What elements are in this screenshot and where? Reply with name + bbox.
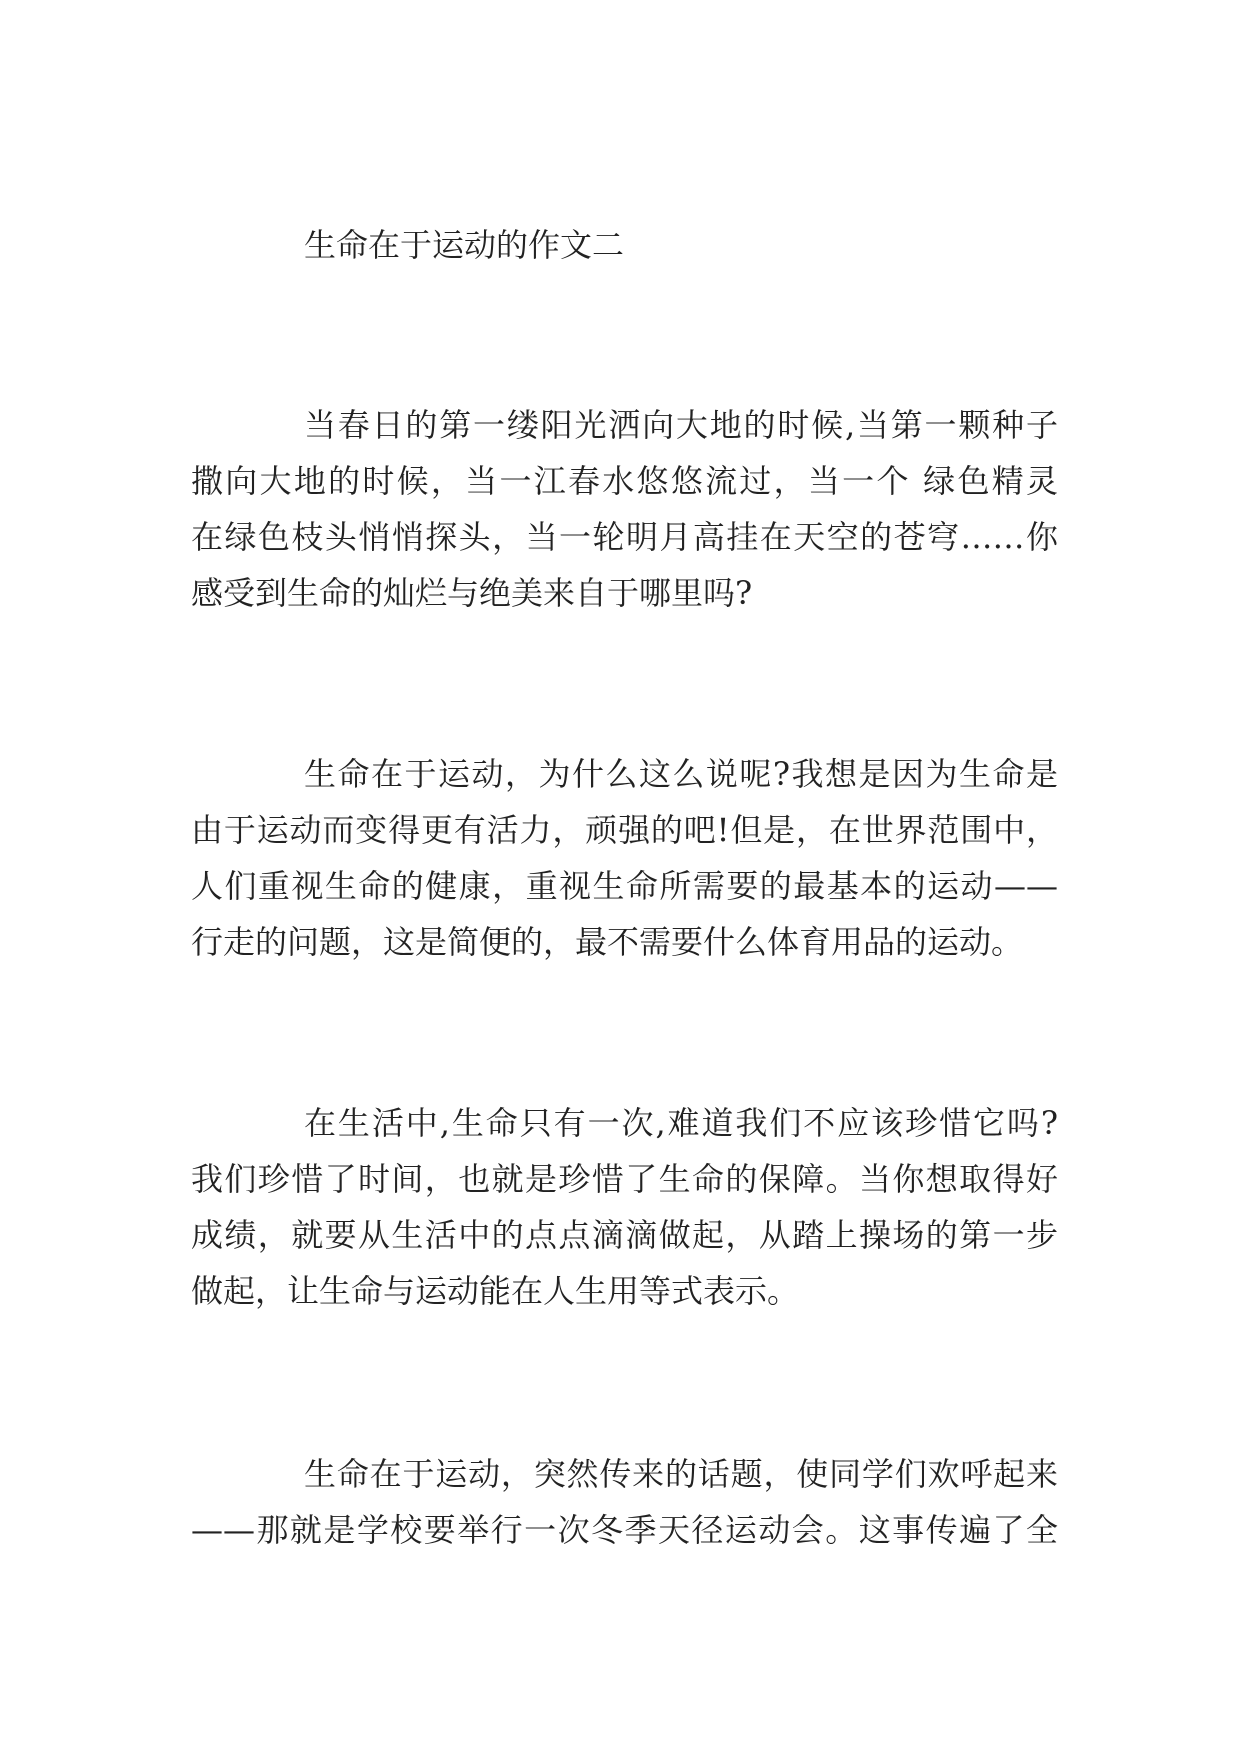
paragraph-4	[191, 1446, 1058, 1558]
paragraph-3	[191, 1095, 1058, 1319]
paragraph-line: 成绩，就要从生活中的点点滴滴做起，从踏上操场的第一步	[191, 1216, 1058, 1254]
paragraph-line: 在生活中,生命只有一次,难道我们不应该珍惜它吗?	[304, 1104, 1058, 1142]
paragraph-line: 生命在于运动，突然传来的话题，使同学们欢呼起来	[304, 1455, 1058, 1493]
paragraph-line: 撒向大地的时候，当一江春水悠悠流过，当一个 绿色精灵	[191, 462, 1058, 500]
paragraph-line: ——那就是学校要举行一次冬季天径运动会。这事传遍了全	[191, 1511, 1058, 1549]
paragraph-line: 人们重视生命的健康，重视生命所需要的最基本的运动——	[191, 867, 1058, 905]
paragraph-line: 当春日的第一缕阳光洒向大地的时候,当第一颗种子	[304, 406, 1058, 444]
paragraph-line: 做起，让生命与运动能在人生用等式表示。	[191, 1272, 800, 1310]
paragraph-line: 我们珍惜了时间，也就是珍惜了生命的保障。当你想取得好	[191, 1160, 1058, 1198]
paragraph-line: 感受到生命的灿烂与绝美来自于哪里吗?	[191, 574, 753, 612]
paragraph-line: 行走的问题，这是简便的，最不需要什么体育用品的运动。	[191, 923, 1024, 961]
paragraph-2	[191, 746, 1058, 970]
paragraph-line: 生命在于运动，为什么这么说呢?我想是因为生命是	[304, 755, 1058, 793]
paragraph-1	[191, 397, 1058, 621]
paragraph-line: 在绿色枝头悄悄探头，当一轮明月高挂在天空的苍穹……你	[191, 518, 1058, 556]
paragraph-line: 由于运动而变得更有活力，顽强的吧!但是，在世界范围中，	[191, 811, 1058, 849]
document-title: 生命在于运动的作文二	[304, 226, 625, 264]
